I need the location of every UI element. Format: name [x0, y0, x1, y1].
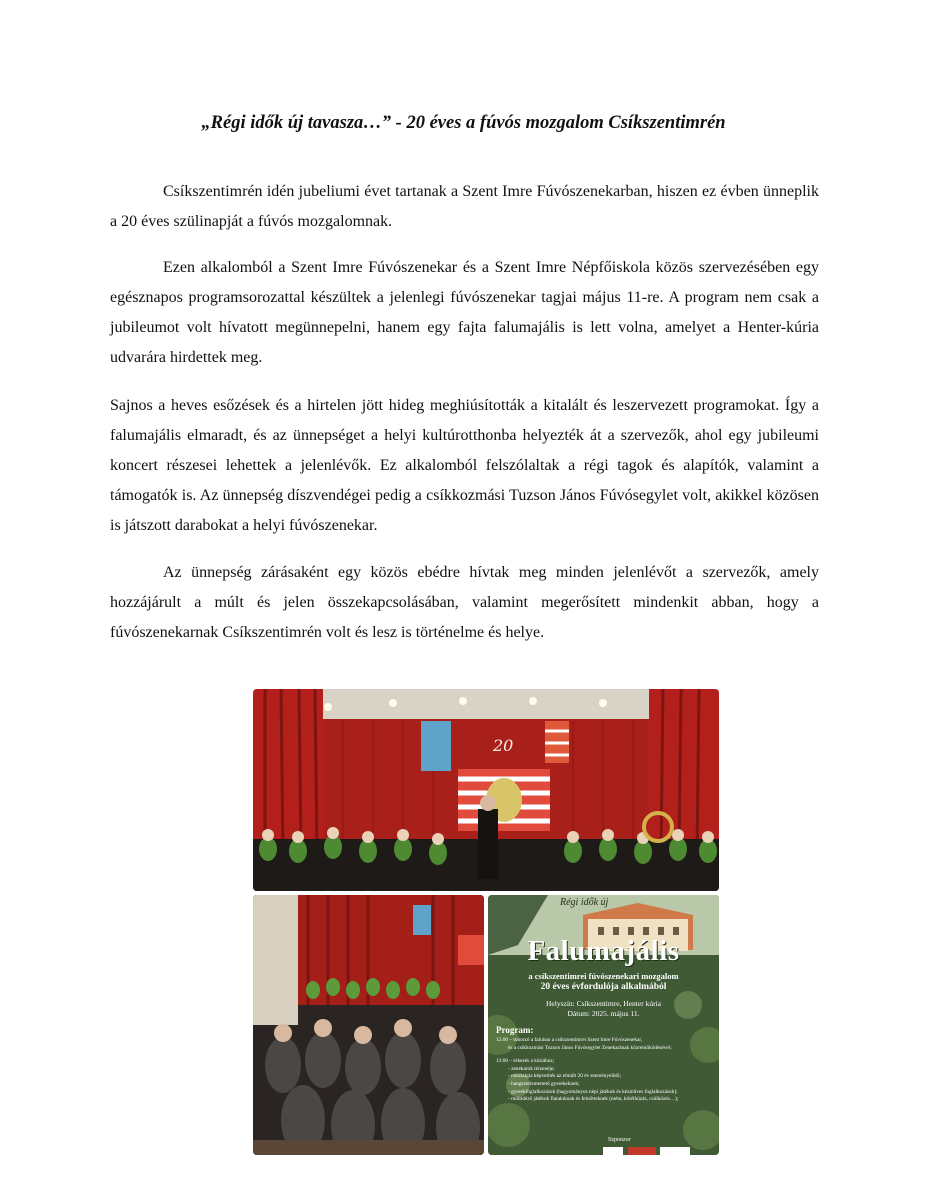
list-item: - gyerekfoglalkozások (hagyományos népi játékok és kézműves foglalkozások);: [508, 1088, 678, 1095]
poster-subtitle-top: Régi idők új: [560, 897, 609, 908]
paragraph-1: Csíkszentimrén idén jubeliumi évet tartanak a Szent Imre Fúvószenekarban, hiszen ez évben ünneplik a 20 éves szülinapját a fúvós mozgalomnak.: [110, 183, 819, 230]
poster-heading: Falumajális: [527, 935, 680, 967]
list-item: 12:00 – toborzó a faluban a csíkszentimrei Szent Imre Fúvószenekar,: [496, 1037, 643, 1043]
stage-concert-photo: [253, 689, 719, 891]
banner-number: 20: [493, 736, 514, 755]
poster-sponsors-label: Szponzor: [608, 1137, 631, 1143]
paragraph-2: Ezen alkalomból a Szent Imre Fúvószenekar és a Szent Imre Népfőiskola közös szervezésében egy egésznapos programsorozattal készültek a jelenlegi fúvószenekar tagjai május 11-re. A program nem csak a jubileumot volt hívatott megünnepelni, hanem egy fajta falumajális is lett volna, amelyet a Henter-kúria udvarára hirdettek meg.: [110, 259, 819, 366]
article-title: „Régi idők új tavasza…” - 20 éves a fúvós mozgalom Csíkszentimrén: [201, 113, 726, 133]
list-item: - nosztalgia képvetítés az elmúlt 20 év eseményeiből;: [508, 1073, 622, 1080]
poster-program-list: [496, 1037, 711, 1104]
poster-location: Helyszín: Csíkszentimre, Henter kúria: [546, 999, 661, 1008]
list-item: és a csíkkozmási Tuzson János Fúvósegylet Zenekarának közreműködésével;: [508, 1044, 672, 1051]
poster-line2: 20 éves évfordulója alkalmából: [540, 982, 667, 992]
list-item: 13:00 – érkezés a kúriához;: [496, 1058, 555, 1065]
event-poster: [488, 895, 719, 1155]
list-item: - hangszerismertető gyerekeknek;: [508, 1080, 580, 1087]
orchestra-audience-photo: [253, 895, 484, 1155]
list-item: - múltidéző játékok fiataloknak és felnőtteknek (méta, kötélhúzás, csülközés…);: [508, 1096, 679, 1103]
poster-date: Dátum: 2025. május 11.: [567, 1009, 640, 1018]
paragraph-4: Az ünnepség zárásaként egy közös ebédre hívtak meg minden jelenlévőt a szervezők, amely hozzájárult a múlt és jelen összekapcsolásában, valamint megerősített mindenkit abban, hogy a fúvószenekarnak Csíkszentimrén volt és lesz is történelme és helye.: [110, 564, 819, 641]
poster-program-label: Program:: [496, 1025, 534, 1035]
list-item: - zenekarok térzenéje;: [508, 1065, 555, 1072]
poster-line1: a csíkszentimrei fúvószenekari mozgalom: [528, 971, 679, 981]
paragraph-3: Sajnos a heves esőzések és a hirtelen jött hideg meghiúsították a kitalált és leszervezett programokat. Így a falumajális elmaradt, és az ünnepséget a helyi kultúrotthonba helyezték át a szervezők, ahol egy jubileumi koncert részesei lehettek a jelenlévők. Ez alkalomból felszólaltak a régi tagok és alapítók, valamint a támogatók is. Az ünnepség díszvendégei pedig a csíkkozmási Tuzson János Fúvósegylet volt, akikkel közösen is játszott darabokat a helyi fúvószenekar.: [110, 397, 819, 534]
